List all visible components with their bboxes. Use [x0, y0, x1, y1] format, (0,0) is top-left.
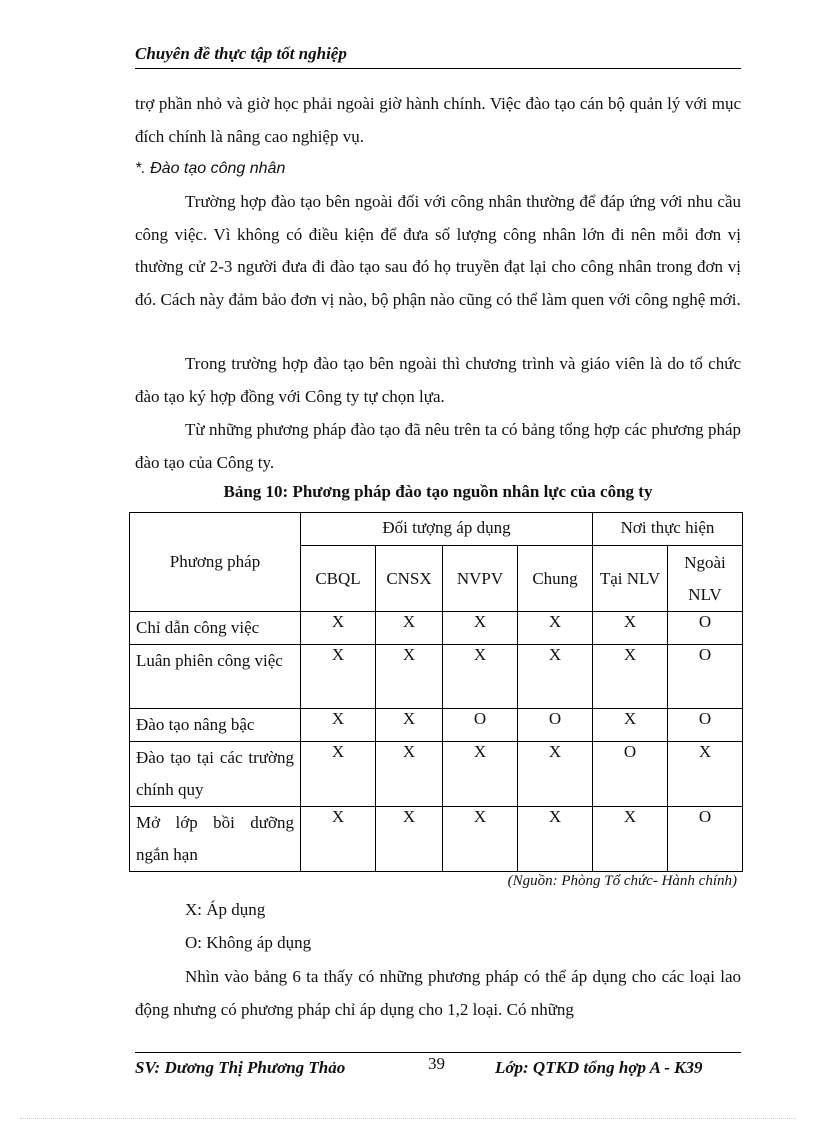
mark-cell: X [376, 709, 443, 742]
col-header: Chung [518, 546, 593, 612]
method-name: Mở lớp bồi dưỡng ngắn hạn [130, 807, 301, 872]
method-header: Phương pháp [130, 513, 301, 612]
header-title: Chuyên đề thực tập tốt nghiệp [135, 44, 347, 63]
method-name: Chỉ dẫn công việc [130, 612, 301, 645]
mark-cell: X [518, 612, 593, 645]
mark-cell: X [593, 807, 668, 872]
mark-cell: X [593, 709, 668, 742]
mark-cell: X [443, 807, 518, 872]
paragraph-5: Nhìn vào bảng 6 ta thấy có những phương pháp có thể áp dụng cho các loại lao động nhưng có phương pháp chỉ áp dụng cho 1,2 loại. Có những [135, 967, 741, 1019]
mark-cell: O [443, 709, 518, 742]
mark-cell: X [518, 742, 593, 807]
mark-cell: X [301, 742, 376, 807]
col-header: Tại NLV [593, 546, 668, 612]
footer-rule [135, 1052, 741, 1053]
mark-cell: X [376, 742, 443, 807]
footer-class: Lớp: QTKD tổng hợp A - K39 [495, 1058, 703, 1077]
mark-cell: X [518, 807, 593, 872]
table-row [130, 807, 743, 872]
mark-cell: O [518, 709, 593, 742]
legend-x: X: Áp dụng [185, 900, 266, 919]
mark-cell: X [593, 612, 668, 645]
col-header: CBQL [301, 546, 376, 612]
mark-cell: X [376, 807, 443, 872]
mark-cell: X [376, 645, 443, 709]
mark-cell: X [668, 742, 743, 807]
mark-cell: X [301, 709, 376, 742]
methods-table [129, 512, 743, 872]
mark-cell: X [443, 612, 518, 645]
method-name: Luân phiên công việc [130, 645, 301, 709]
col-header: NVPV [443, 546, 518, 612]
table-source: (Nguồn: Phòng Tổ chức- Hành chính) [507, 873, 737, 889]
page-edge [20, 1118, 796, 1119]
mark-cell: O [593, 742, 668, 807]
mark-cell: O [668, 807, 743, 872]
subheading-worker-training: *. Đào tạo công nhân [135, 160, 286, 177]
mark-cell: X [376, 612, 443, 645]
mark-cell: X [301, 645, 376, 709]
paragraph-2: Trường hợp đào tạo bên ngoài đối với công nhân thường để đáp ứng với nhu cầu công việc. Vì không có điều kiện để đưa số lượng công nhân lớn đi nên mỗi đơn vị thường cử 2-3 người đưa đi đào tạo sau đó họ truyền đạt lại cho công nhân trong đơn vị đó. Cách này đảm bảo đơn vị nào, bộ phận nào cũng có thể làm quen với công nghệ mới. [135, 192, 741, 309]
page-number: 39 [428, 1054, 445, 1073]
mark-cell: X [301, 612, 376, 645]
col-header: Ngoài NLV [668, 546, 743, 612]
group-header-location: Nơi thực hiện [593, 513, 743, 546]
paragraph-3: Trong trường hợp đào tạo bên ngoài thì chương trình và giáo viên là do tổ chức đào tạo ký hợp đồng với Công ty tự chọn lựa. [135, 354, 741, 406]
mark-cell: X [443, 645, 518, 709]
mark-cell: O [668, 612, 743, 645]
table-row [130, 612, 743, 645]
mark-cell: X [443, 742, 518, 807]
group-header-target: Đối tượng áp dụng [301, 513, 593, 546]
table-row [130, 742, 743, 807]
mark-cell: X [518, 645, 593, 709]
mark-cell: O [668, 709, 743, 742]
table-row [130, 709, 743, 742]
col-header: CNSX [376, 546, 443, 612]
method-name: Đào tạo tại các trường chính quy [130, 742, 301, 807]
mark-cell: O [668, 645, 743, 709]
mark-cell: X [301, 807, 376, 872]
table-row [130, 645, 743, 709]
legend-o: O: Không áp dụng [185, 933, 312, 952]
method-name: Đào tạo nâng bậc [130, 709, 301, 742]
page-header [135, 44, 741, 69]
paragraph-1: trợ phần nhỏ và giờ học phải ngoài giờ hành chính. Việc đào tạo cán bộ quản lý với mục đích chính là nâng cao nghiệp vụ. [135, 94, 741, 146]
paragraph-4: Từ những phương pháp đào tạo đã nêu trên ta có bảng tổng hợp các phương pháp đào tạo của Công ty. [135, 420, 741, 472]
table-caption: Bảng 10: Phương pháp đào tạo nguồn nhân lực của công ty [223, 482, 653, 501]
footer-student: SV: Dương Thị Phương Thảo [135, 1058, 346, 1077]
mark-cell: X [593, 645, 668, 709]
